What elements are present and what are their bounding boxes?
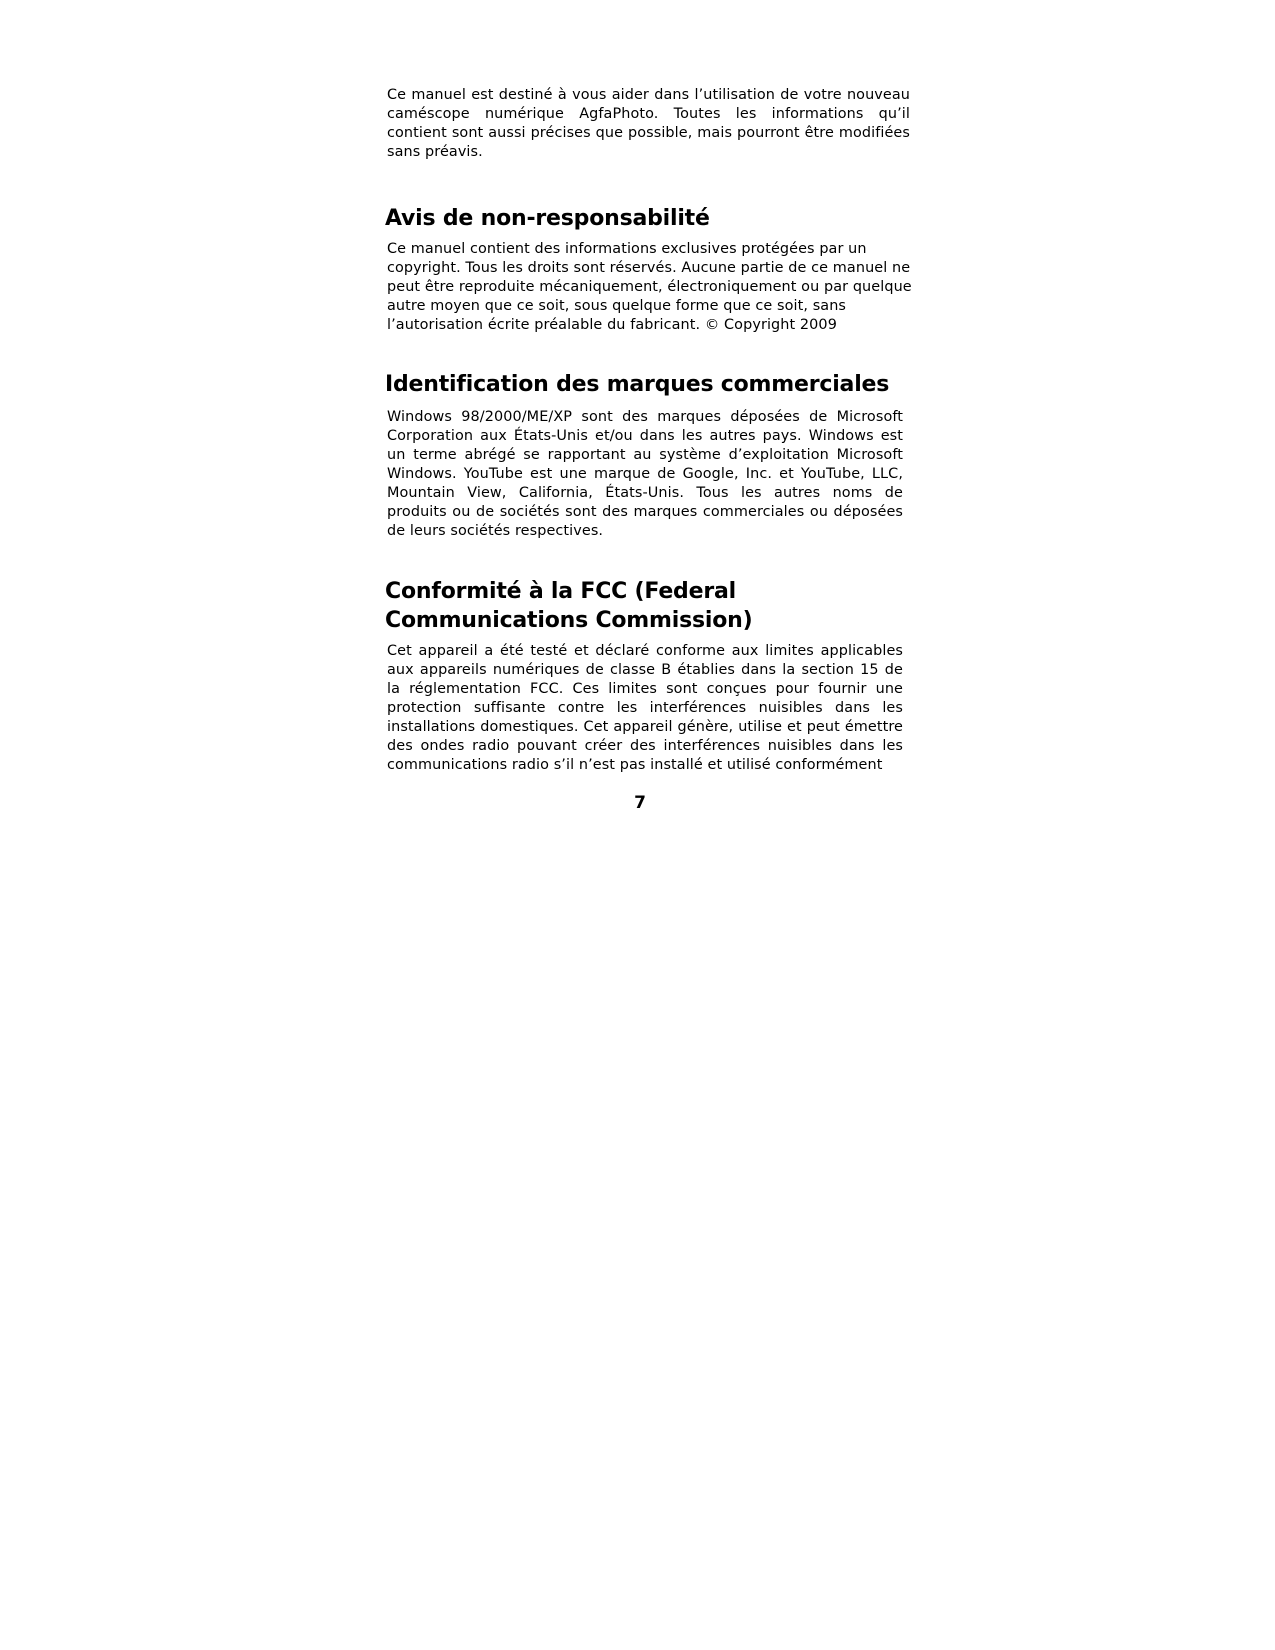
trademarks-paragraph: Windows 98/2000/ME/XP sont des marques déposées de Microsoft Corporation aux États-Unis et/ou dans les autres pays. Windows est un terme abrégé se rapportant au système d’exploitation Microsoft Windows. YouTube est une marque de Google, Inc. et YouTube, LLC, Mountain View, California, États-Unis. Tous les autres noms de produits ou de sociétés sont des marques commerciales ou déposées de leurs sociétés respectives.	[387, 409, 903, 539]
disclaimer-heading: Avis de non-responsabilité	[385, 206, 710, 231]
fcc-heading: Conformité à la FCC (Federal Communications Commission)	[385, 579, 753, 633]
trademarks-heading: Identification des marques commerciales	[385, 372, 890, 397]
disclaimer-paragraph: Ce manuel contient des informations exclusives protégées par un copyright. Tous les droits sont réservés. Aucune partie de ce manuel ne peut être reproduite mécaniquement, électroniquement ou par quelque autre moyen que ce soit, sous quelque forme que ce soit, sans l’autorisation écrite préalable du fabricant. © Copyright 2009	[387, 241, 912, 333]
intro-paragraph: Ce manuel est destiné à vous aider dans l’utilisation de votre nouveau caméscope numérique AgfaPhoto. Toutes les informations qu’il contient sont aussi précises que possible, mais pourront être modifiées sans préavis.	[387, 87, 910, 160]
page-number: 7	[634, 793, 646, 813]
fcc-paragraph: Cet appareil a été testé et déclaré conforme aux limites applicables aux appareils numériques de classe B établies dans la section 15 de la réglementation FCC. Ces limites sont conçues pour fournir une protection suffisante contre les interférences nuisibles dans les installations domestiques. Cet appareil génère, utilise et peut émettre des ondes radio pouvant créer des interférences nuisibles dans les communications radio s’il n’est pas installé et utilisé conformément	[387, 643, 903, 773]
